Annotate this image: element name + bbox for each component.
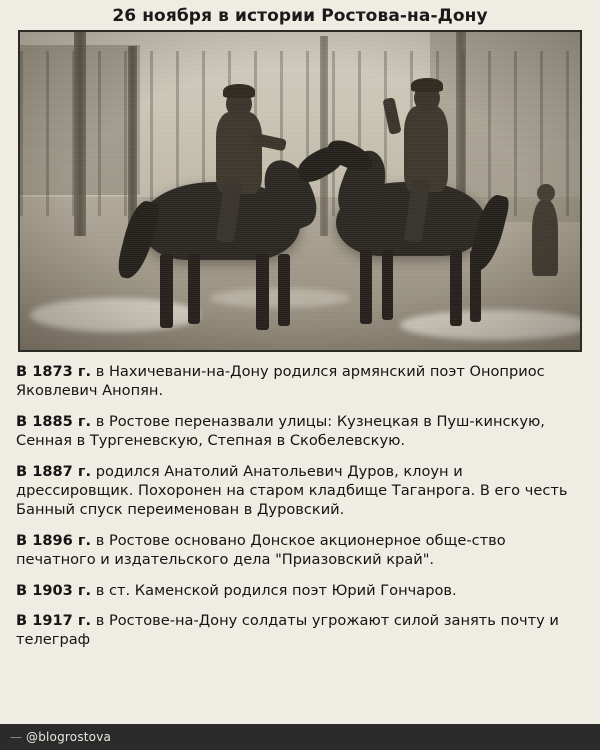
footer-handle: @blogrostova bbox=[26, 730, 112, 744]
photo-horse-left-leg-2 bbox=[188, 254, 200, 324]
entry-year: В 1885 г. bbox=[16, 412, 92, 430]
entry-text: в ст. Каменской родился поэт Юрий Гончаров. bbox=[91, 581, 457, 599]
list-item bbox=[16, 581, 584, 600]
historic-photo bbox=[18, 30, 582, 352]
photo-snow-2 bbox=[400, 310, 582, 340]
entry-year: В 1887 г. bbox=[16, 462, 92, 480]
photo-canvas bbox=[20, 32, 580, 350]
entries-list bbox=[0, 352, 600, 724]
photo-bystander-body bbox=[532, 200, 558, 276]
entry-text: в Ростове основано Донское акционерное обще-ство печатного и издательского дела "Приазовский край". bbox=[16, 531, 506, 569]
page-title: 26 ноября в истории Ростова-на-Дону bbox=[112, 6, 488, 26]
photo-bystander-head bbox=[537, 184, 555, 202]
photo-horse-left-leg-3 bbox=[256, 254, 269, 330]
entry-year: В 1873 г. bbox=[16, 363, 92, 380]
photo-tree-3 bbox=[320, 36, 328, 236]
photo-horse-left-leg-4 bbox=[278, 254, 290, 326]
entry-year: В 1896 г. bbox=[16, 531, 92, 549]
footer-dash: — bbox=[10, 730, 22, 744]
entry-text: в Ростове-на-Дону солдаты угрожают силой занять почту и телеграф bbox=[16, 612, 559, 649]
list-item bbox=[16, 362, 584, 401]
photo-rider-left-body bbox=[216, 112, 262, 194]
photo-snow-1 bbox=[30, 298, 200, 332]
entry-year: В 1917 г. bbox=[16, 612, 92, 630]
entry-text: в Нахичевани-на-Дону родился армянский поэт Оноприос Яковлевич Анопян. bbox=[16, 363, 545, 400]
list-item bbox=[16, 531, 584, 570]
photo-horse-right-leg-3 bbox=[450, 250, 462, 326]
entry-year: В 1903 г. bbox=[16, 581, 92, 599]
photo-tree-1 bbox=[74, 30, 86, 236]
photo-rider-right-cap bbox=[411, 78, 443, 92]
photo-rider-right-body bbox=[404, 106, 448, 192]
photo-horse-right-leg-2 bbox=[382, 250, 393, 320]
footer-bar bbox=[0, 724, 600, 750]
photo-horse-left-leg-1 bbox=[160, 254, 173, 328]
list-item bbox=[16, 412, 584, 451]
list-item bbox=[16, 611, 584, 650]
photo-rider-left-cap bbox=[223, 84, 255, 98]
entry-text: в Ростове переназвали улицы: Кузнецкая в Пуш-кинскую, Сенная в Тургеневскую, Степная в Скобелевскую. bbox=[16, 412, 545, 450]
entry-text: родился Анатолий Анатольевич Дуров, клоун и дрессировщик. Похоронен на старом кладбище Таганрога. В его честь Банный спуск переименован в Дуровский. bbox=[16, 462, 568, 519]
photo-horse-right-leg-1 bbox=[360, 250, 372, 324]
list-item bbox=[16, 462, 584, 520]
